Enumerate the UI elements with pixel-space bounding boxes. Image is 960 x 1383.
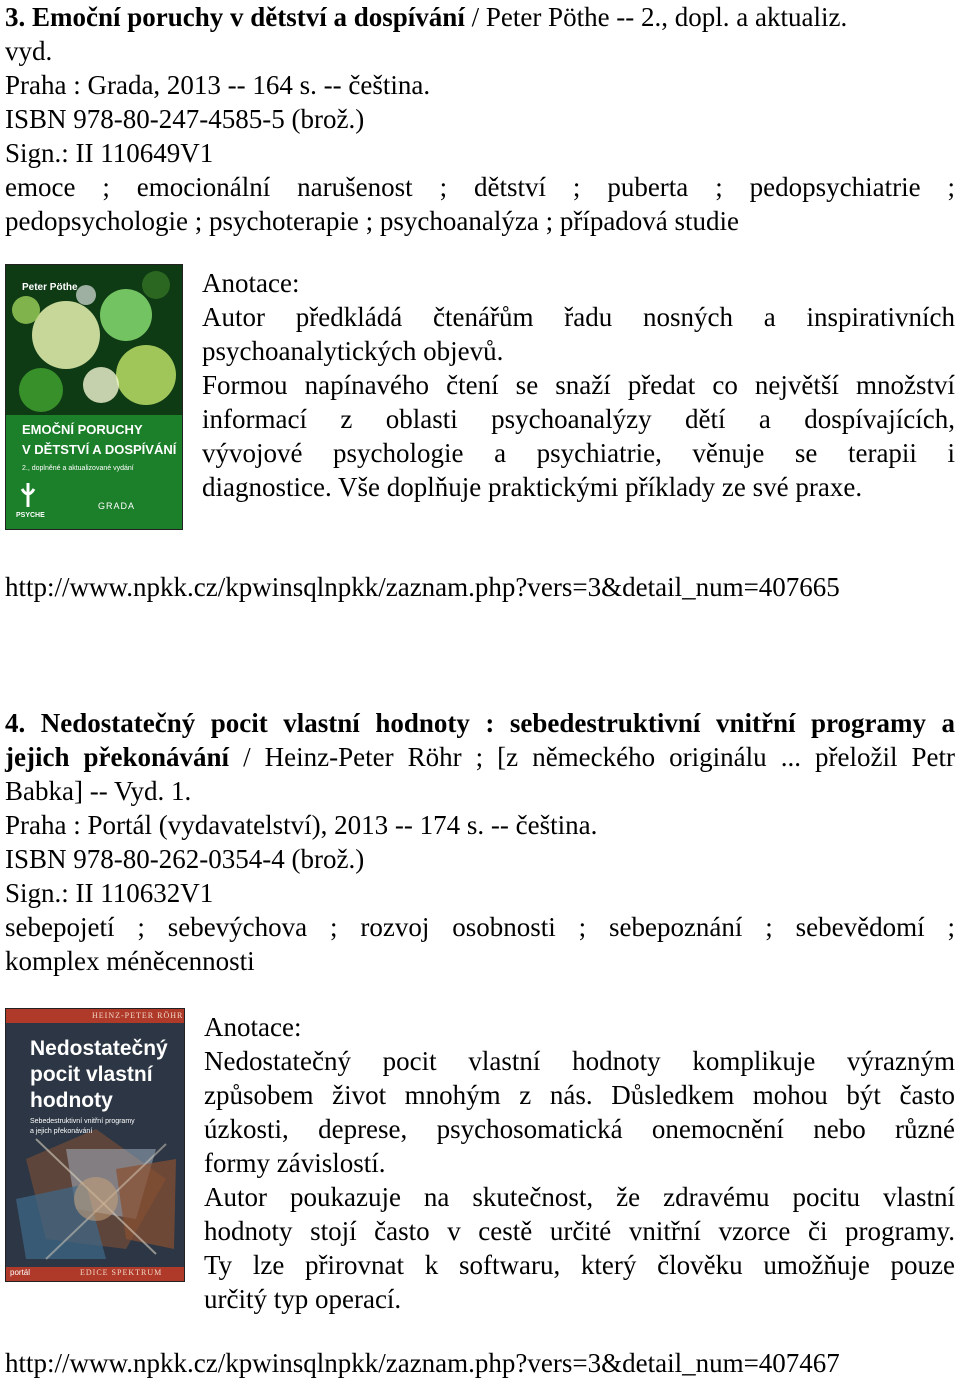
record-responsibility: / Peter Pöthe -- 2., dopl. a aktualiz.	[464, 2, 848, 32]
catalog-record-4	[5, 706, 956, 1378]
cover-title-2: V DĚTSTVÍ A DOSPÍVÁNÍ	[22, 442, 177, 457]
annotation-line: Nedostatečný pocit vlastní hodnoty komplikuje výrazným	[204, 1046, 955, 1076]
cover-subtitle-1: Sebedestruktivní vnitřní programy	[30, 1118, 135, 1125]
record-title-line-2	[5, 740, 955, 774]
record-title-cont: jejich překonávání	[5, 742, 230, 772]
annotation-line: Autor předkládá čtenářům řadu nosných a inspirativních	[202, 302, 955, 332]
record-title: Nedostatečný pocit vlastní hodnoty : sebedestruktivní vnitřní programy a	[40, 708, 956, 738]
cover-title-1: EMOČNÍ PORUCHY	[22, 422, 143, 437]
record-number: 4.	[5, 708, 26, 738]
record-signature: Sign.: II 110649V1	[5, 138, 214, 168]
record-responsibility: / Heinz-Peter Röhr ; [z německého originálu ... přeložil Petr	[229, 742, 955, 772]
cover-title-2: pocit vlastní	[30, 1063, 153, 1086]
annotation-line: diagnostice. Vše doplňuje praktickými příklady ze své praxe.	[202, 472, 863, 502]
catalog-page	[5, 0, 956, 1378]
record-title: Emoční poruchy v dětství a dospívání	[32, 2, 465, 32]
record-publication: Praha : Grada, 2013 -- 164 s. -- čeština.	[5, 70, 431, 100]
cover-edition: 2., doplněné a aktualizované vydání	[22, 465, 134, 472]
record-title-line	[5, 0, 955, 34]
annotation-line: Autor poukazuje na skutečnost, že zdravému pocitu vlastní	[204, 1182, 955, 1212]
annotation-3	[202, 266, 955, 504]
record-title-line	[5, 706, 955, 740]
annotation-line: vývojové psychologie a psychiatrie, věnuje se terapii i	[202, 438, 955, 468]
catalog-record-3	[5, 0, 955, 602]
annotation-line: určitý typ operací.	[204, 1284, 402, 1314]
cover-subtitle-2: a jejich překonávání	[30, 1128, 93, 1135]
annotation-line: informací z oblasti psychoanalýzy dětí a dospívajících,	[202, 404, 955, 434]
cover-title-1: Nedostatečný	[30, 1037, 168, 1060]
annotation-line: formy závislostí.	[204, 1148, 386, 1178]
cover-publisher: GRADA	[98, 501, 136, 511]
book-cover-art	[6, 265, 182, 529]
record-url-link[interactable]: http://www.npkk.cz/kpwinsqlnpkk/zaznam.php?vers=3&detail_num=407467	[5, 1348, 840, 1378]
book-cover-emocni-poruchy	[5, 264, 183, 530]
annotation-line: hodnoty stojí často v cestě určité vnitřní vzorce či programy.	[204, 1216, 955, 1246]
cover-series: PSYCHE	[16, 512, 45, 519]
record-keywords-cont: komplex méněcennosti	[5, 946, 255, 976]
annotation-line: Formou napínavého čtení se snaží předat co největší množství	[202, 370, 955, 400]
cover-publisher: portál	[10, 1268, 31, 1277]
record-number: 3.	[5, 2, 26, 32]
record-keywords: emoce ; emocionální narušenost ; dětství ; puberta ; pedopsychiatrie ;	[5, 172, 955, 202]
record-url-link[interactable]: http://www.npkk.cz/kpwinsqlnpkk/zaznam.php?vers=3&detail_num=407665	[5, 572, 840, 602]
record-signature: Sign.: II 110632V1	[5, 878, 214, 908]
record-keywords: sebepojetí ; sebevýchova ; rozvoj osobnosti ; sebepoznání ; sebevědomí ;	[5, 912, 955, 942]
record-publication: Praha : Portál (vydavatelství), 2013 -- 174 s. -- čeština.	[5, 810, 598, 840]
cover-author: Peter Pöthe	[22, 282, 78, 293]
record-responsibility-cont: Babka] -- Vyd. 1.	[5, 776, 192, 806]
annotation-line: úzkosti, deprese, psychosomatická onemocnění nebo různé	[204, 1114, 955, 1144]
annotation-line: psychoanalytických objevů.	[202, 336, 504, 366]
annotation-4	[204, 1010, 955, 1316]
record-isbn: ISBN 978-80-262-0354-4 (brož.)	[5, 844, 365, 874]
annotation-label: Anotace:	[204, 1012, 302, 1042]
cover-author: HEINZ-PETER RÖHR	[92, 1011, 184, 1020]
annotation-line: způsobem život mnohým z nás. Důsledkem mohou být často	[204, 1080, 955, 1110]
cover-series: EDICE SPEKTRUM	[80, 1268, 163, 1277]
cover-title-3: hodnoty	[30, 1089, 113, 1112]
annotation-label: Anotace:	[202, 268, 300, 298]
book-cover-nedostatecny-pocit	[5, 1008, 185, 1282]
record-isbn: ISBN 978-80-247-4585-5 (brož.)	[5, 104, 365, 134]
record-edition: vyd.	[5, 36, 53, 66]
annotation-line: Ty lze přirovnat k softwaru, který člověku umožňuje pouze	[204, 1250, 955, 1280]
record-keywords-cont: pedopsychologie ; psychoterapie ; psychoanalýza ; případová studie	[5, 206, 740, 236]
